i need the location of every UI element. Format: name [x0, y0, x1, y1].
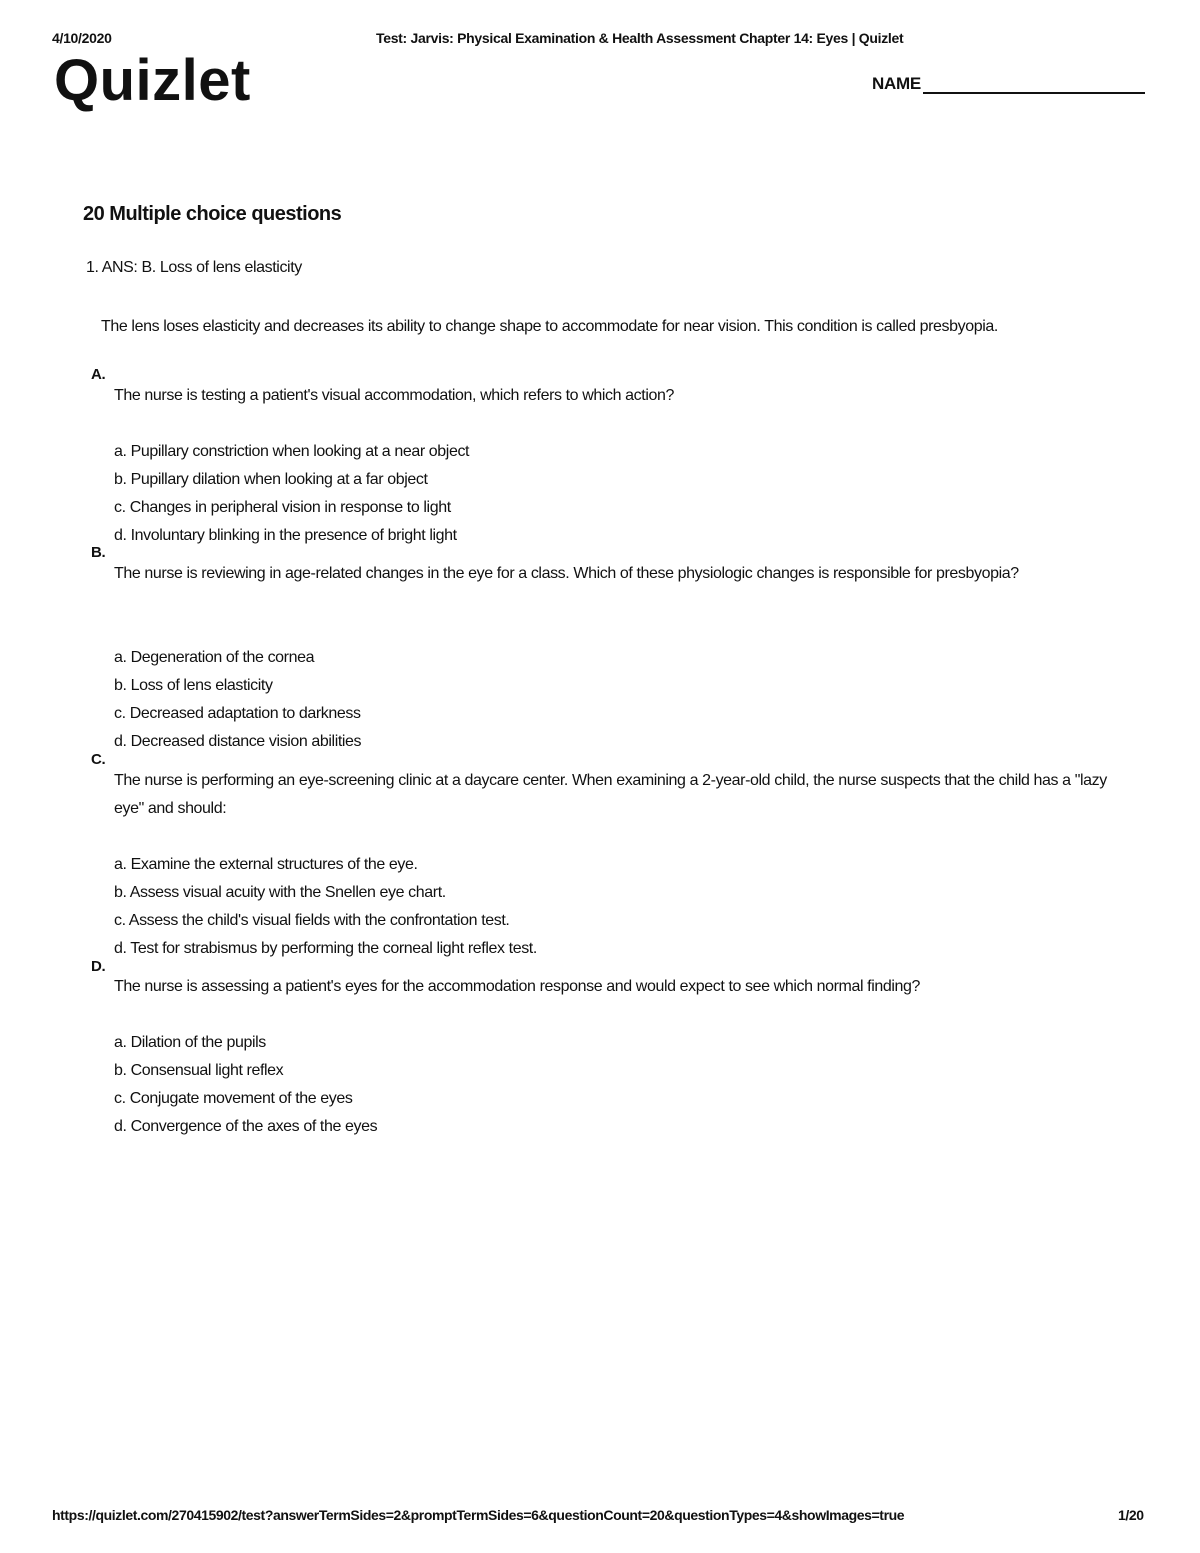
- print-date: 4/10/2020: [52, 30, 112, 46]
- choice-c-option: c. Assess the child's visual fields with the confrontation test.: [114, 912, 510, 929]
- choice-b-option: c. Decreased adaptation to darkness: [114, 705, 361, 722]
- choice-letter-b: B.: [91, 544, 106, 561]
- choice-c-option: a. Examine the external structures of the eye.: [114, 856, 418, 873]
- choice-c-option: d. Test for strabismus by performing the corneal light reflex test.: [114, 940, 537, 957]
- section-heading: 20 Multiple choice questions: [83, 203, 342, 225]
- choice-d-options: [114, 1029, 377, 1141]
- choice-b-option: b. Loss of lens elasticity: [114, 677, 273, 694]
- answer-line: 1. ANS: B. Loss of lens elasticity: [86, 259, 302, 276]
- quizlet-logo: Quizlet: [54, 48, 251, 113]
- choice-c-options: [114, 851, 537, 963]
- choice-d-question: The nurse is assessing a patient's eyes for the accommodation response and would expect to see which normal finding?: [114, 978, 921, 995]
- page-number: 1/20: [1118, 1507, 1144, 1523]
- choice-c-question: The nurse is performing an eye-screening clinic at a daycare center. When examining a 2-year-old child, the nurse suspects that the child has a "lazy eye" and should:: [114, 772, 1107, 817]
- choice-a-option: b. Pupillary dilation when looking at a far object: [114, 471, 428, 488]
- choice-letter-d: D.: [91, 958, 106, 975]
- choice-c-option: b. Assess visual acuity with the Snellen eye chart.: [114, 884, 446, 901]
- choice-letter-a: A.: [91, 366, 106, 383]
- choice-b-options: [114, 644, 361, 756]
- choice-a-question: The nurse is testing a patient's visual accommodation, which refers to which action?: [114, 387, 674, 404]
- choice-letter-c: C.: [91, 751, 106, 768]
- choice-a-options: [114, 438, 469, 550]
- name-blank-line: [923, 74, 1145, 94]
- answer-explanation: The lens loses elasticity and decreases its ability to change shape to accommodate for near vision. This condition is called presbyopia.: [101, 318, 998, 335]
- choice-d-option: b. Consensual light reflex: [114, 1062, 284, 1079]
- choice-b-question: The nurse is reviewing in age-related changes in the eye for a class. Which of these physiologic changes is responsible for presbyopia?: [114, 565, 1019, 582]
- choice-d-option: a. Dilation of the pupils: [114, 1034, 266, 1051]
- choice-d-option: d. Convergence of the axes of the eyes: [114, 1118, 378, 1135]
- choice-a-option: a. Pupillary constriction when looking at a near object: [114, 443, 470, 460]
- choice-b-option: d. Decreased distance vision abilities: [114, 733, 362, 750]
- name-label: NAME: [872, 74, 921, 93]
- choice-d-option: c. Conjugate movement of the eyes: [114, 1090, 353, 1107]
- print-page-title: Test: Jarvis: Physical Examination & Health Assessment Chapter 14: Eyes | Quizlet: [376, 30, 904, 46]
- footer-url: https://quizlet.com/270415902/test?answerTermSides=2&promptTermSides=6&questionCount=20&questionTypes=4&showImages=true: [52, 1507, 905, 1523]
- choice-b-option: a. Degeneration of the cornea: [114, 649, 315, 666]
- choice-a-option: c. Changes in peripheral vision in response to light: [114, 499, 451, 516]
- name-field: [872, 74, 1145, 94]
- choice-a-option: d. Involuntary blinking in the presence of bright light: [114, 527, 457, 544]
